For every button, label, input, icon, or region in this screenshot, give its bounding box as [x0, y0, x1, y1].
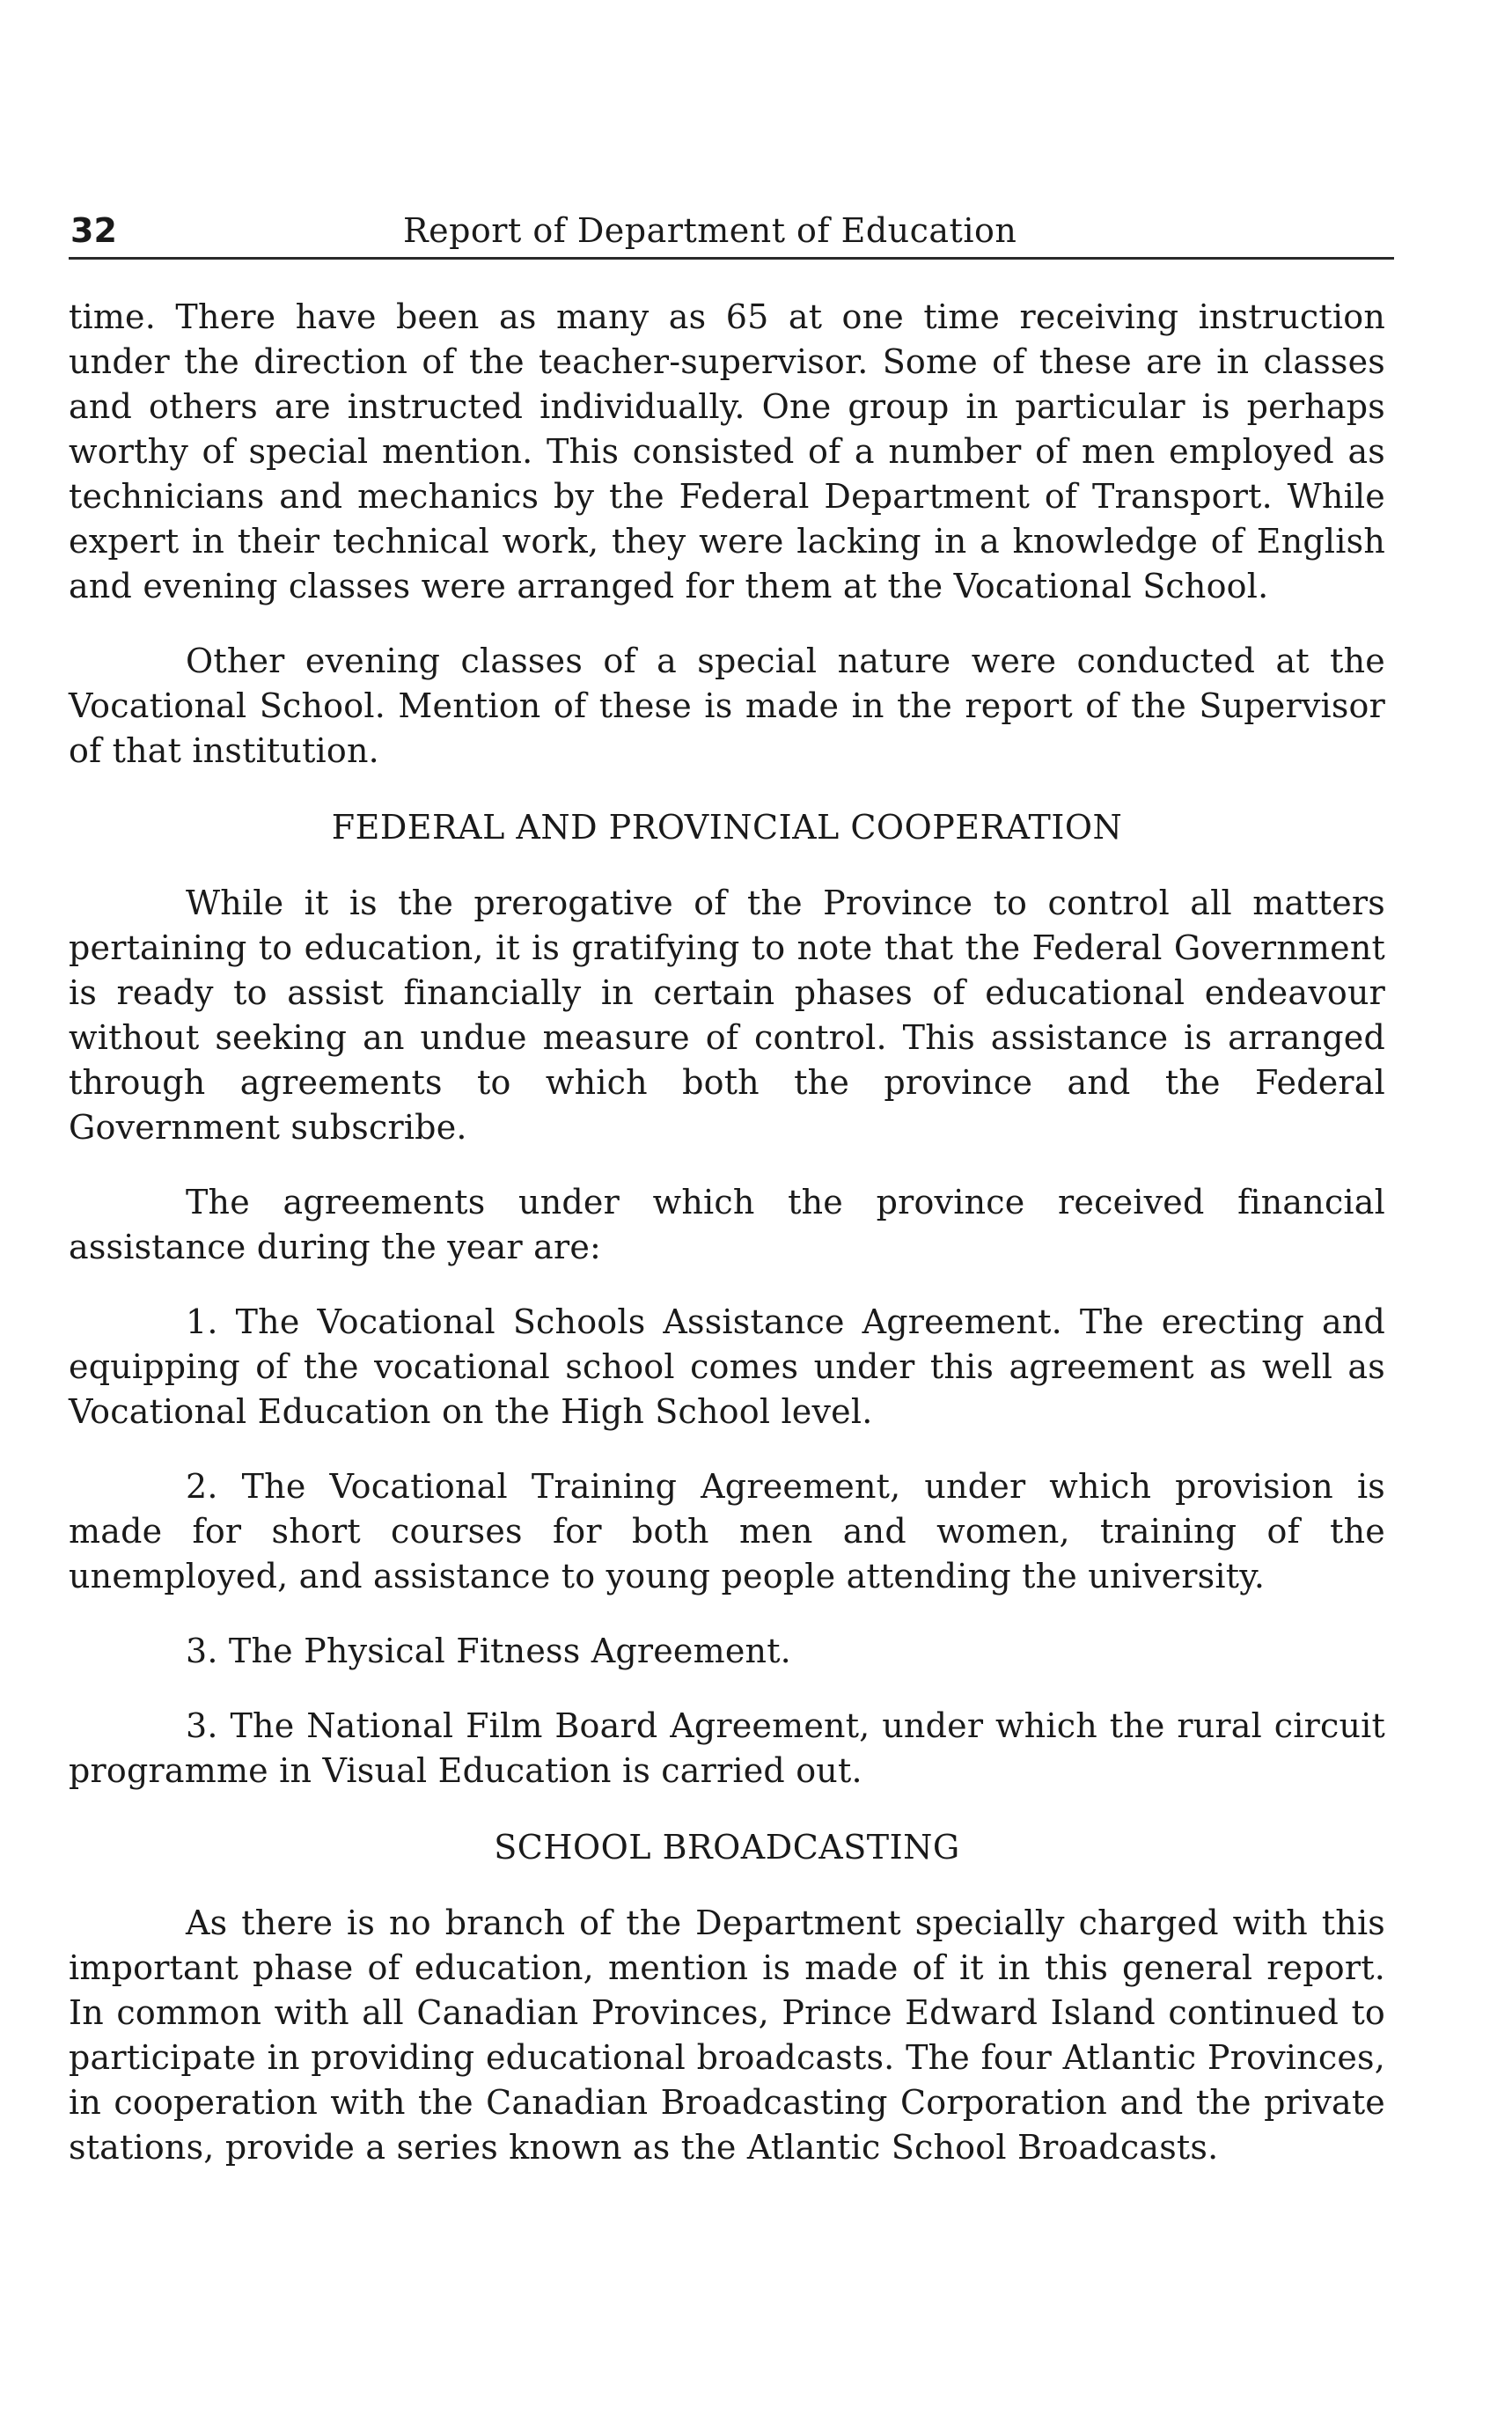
section-heading-federal-provincial: FEDERAL AND PROVINCIAL COOPERATION — [331, 808, 1123, 847]
list-item-film-board: 3. The National Film Board Agreement, under which the rural circuit programme in Visual Education is carried out. — [69, 1706, 1385, 1790]
paragraph-agreements-intro: The agreements under which the province received financial assistance during the year are: — [69, 1183, 1385, 1266]
list-item-vocational-training: 2. The Vocational Training Agreement, under which provision is made for short courses for both men and women, training of the unemployed, and assistance to young people attending the university. — [69, 1467, 1385, 1595]
list-item-physical-fitness: 3. The Physical Fitness Agreement. — [186, 1632, 791, 1670]
body-text — [69, 295, 1385, 2170]
running-header — [69, 202, 1394, 260]
paragraph-evening-classes: Other evening classes of a special nature were conducted at the Vocational School. Mention of these is made in the report of the Supervisor of that institution. — [69, 642, 1385, 770]
section-heading-school-broadcasting: SCHOOL BROADCASTING — [494, 1828, 960, 1867]
list-item-vocational-schools: 1. The Vocational Schools Assistance Agreement. The erecting and equipping of the vocational school comes under this agreement as well as Vocational Education on the High School level. — [69, 1302, 1385, 1431]
paragraph-broadcasting: As there is no branch of the Department specially charged with this important phase of education, mention is made of it in this general report. In common with all Canadian Provinces, Prince Edward Island continued to participate in providing educational broadcasts. The four Atlantic Provinces, in cooperation with the Canadian Broadcasting Corporation and the private stations, provide a series known as the Atlantic School Broadcasts. — [69, 1904, 1385, 2167]
page-number: 32 — [70, 211, 117, 250]
running-title: Report of Department of Education — [403, 211, 1017, 250]
paragraph-continuation: time. There have been as many as 65 at one time receiving instruction under the direction of the teacher-supervisor. Some of these are in classes and others are instructed individually. One group in particular is perhaps worthy of special mention. This consisted of a number of men employed as technicians and mechanics by the Federal Department of Transport. While expert in their technical work, they were lacking in a knowledge of English and evening classes were arranged for them at the Vocational School. — [69, 297, 1385, 605]
paragraph-prerogative: While it is the prerogative of the Province to control all matters pertaining to education, it is gratifying to note that the Federal Government is ready to assist financially in certain phases of educational endeavour without seeking an undue measure of control. This assistance is arranged through agreements to which both the province and the Federal Government subscribe. — [69, 884, 1385, 1147]
